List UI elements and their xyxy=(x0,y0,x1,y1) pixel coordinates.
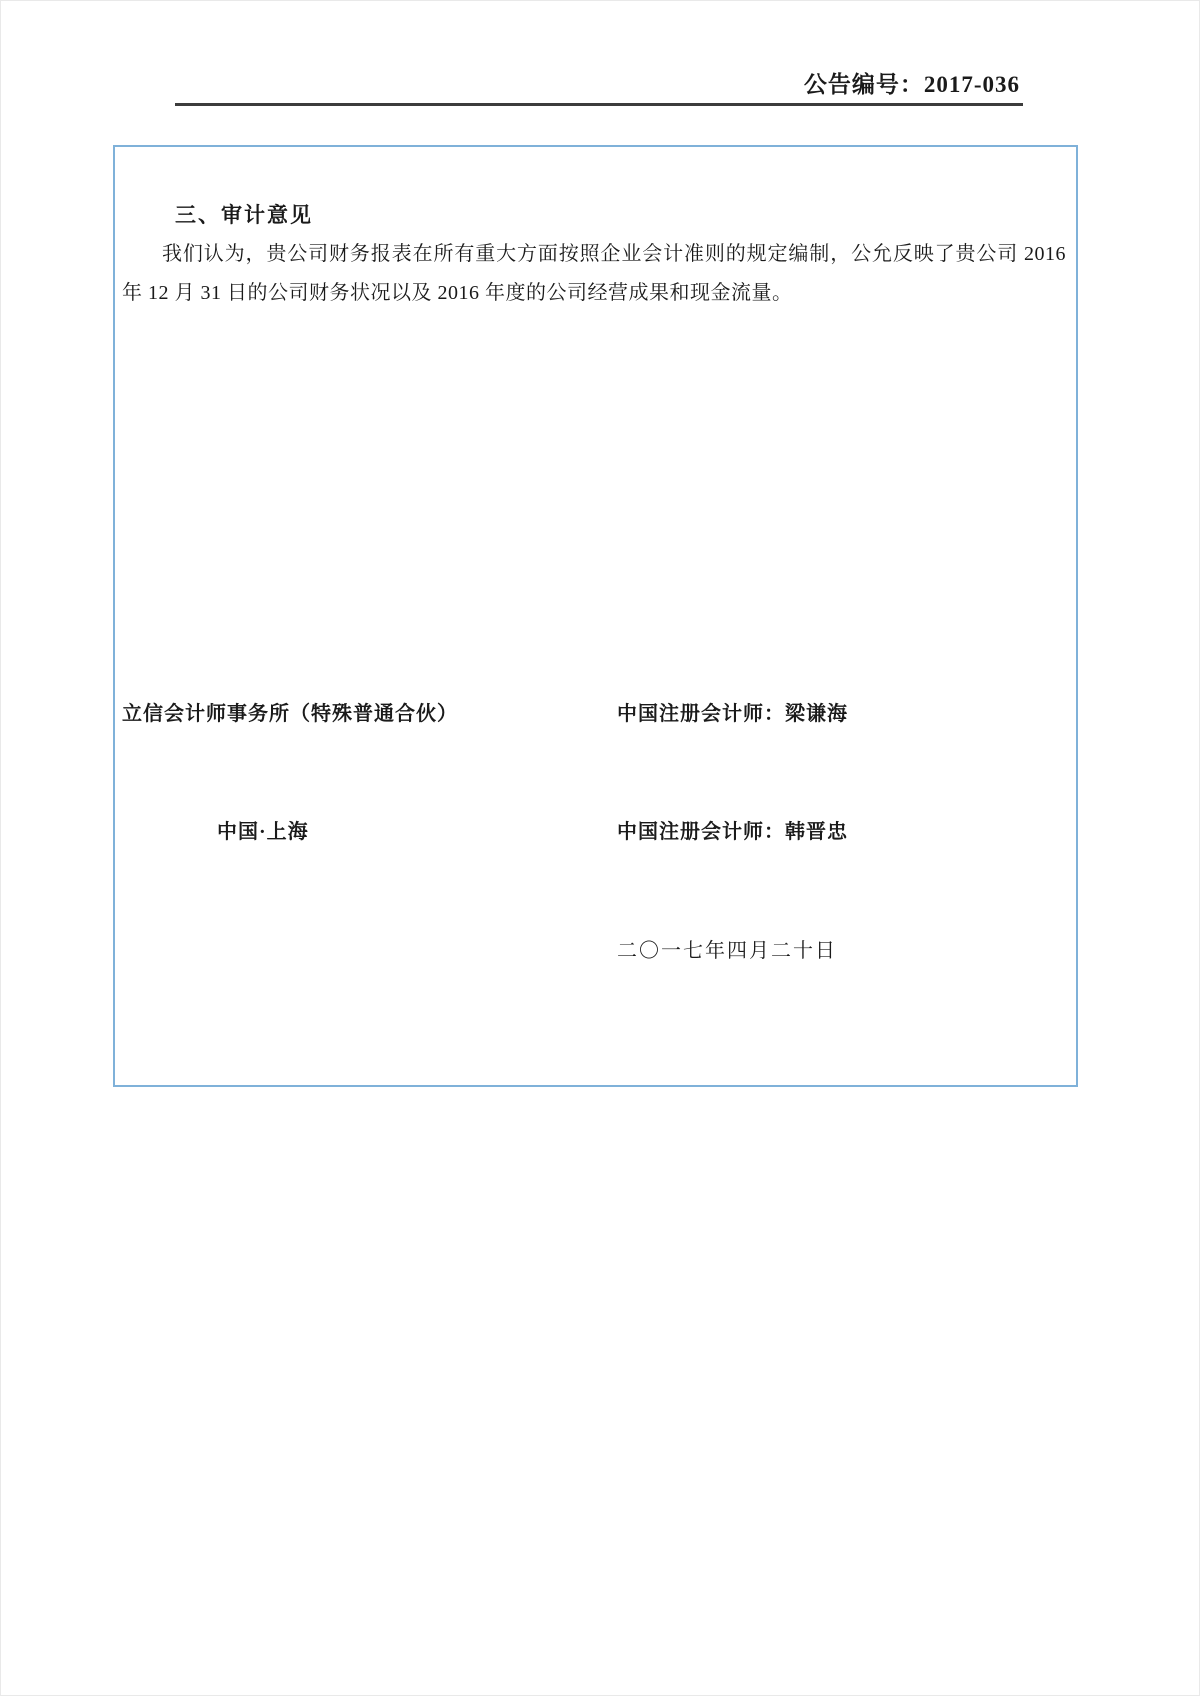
signature-cpa-2: 中国注册会计师：韩晋忠 xyxy=(617,821,848,843)
header-rule xyxy=(175,103,1023,106)
signature-firm-location: 中国·上海 xyxy=(217,821,309,843)
signature-cpa-1: 中国注册会计师：梁谦海 xyxy=(617,703,848,725)
audit-opinion-box xyxy=(113,145,1078,1087)
audit-opinion-paragraph: 我们认为，贵公司财务报表在所有重大方面按照企业会计准则的规定编制，公允反映了贵公司 2016 年 12 月 31 日的公司财务状况以及 2016 年度的公司经营成果和现金流量。 xyxy=(122,243,1066,304)
signature-date: 二〇一七年四月二十日 xyxy=(617,940,837,962)
section-heading-audit-opinion: 三、审计意见 xyxy=(175,203,313,227)
announcement-number: 公告编号：2017-036 xyxy=(803,72,1020,97)
signature-firm-name: 立信会计师事务所（特殊普通合伙） xyxy=(122,703,458,725)
